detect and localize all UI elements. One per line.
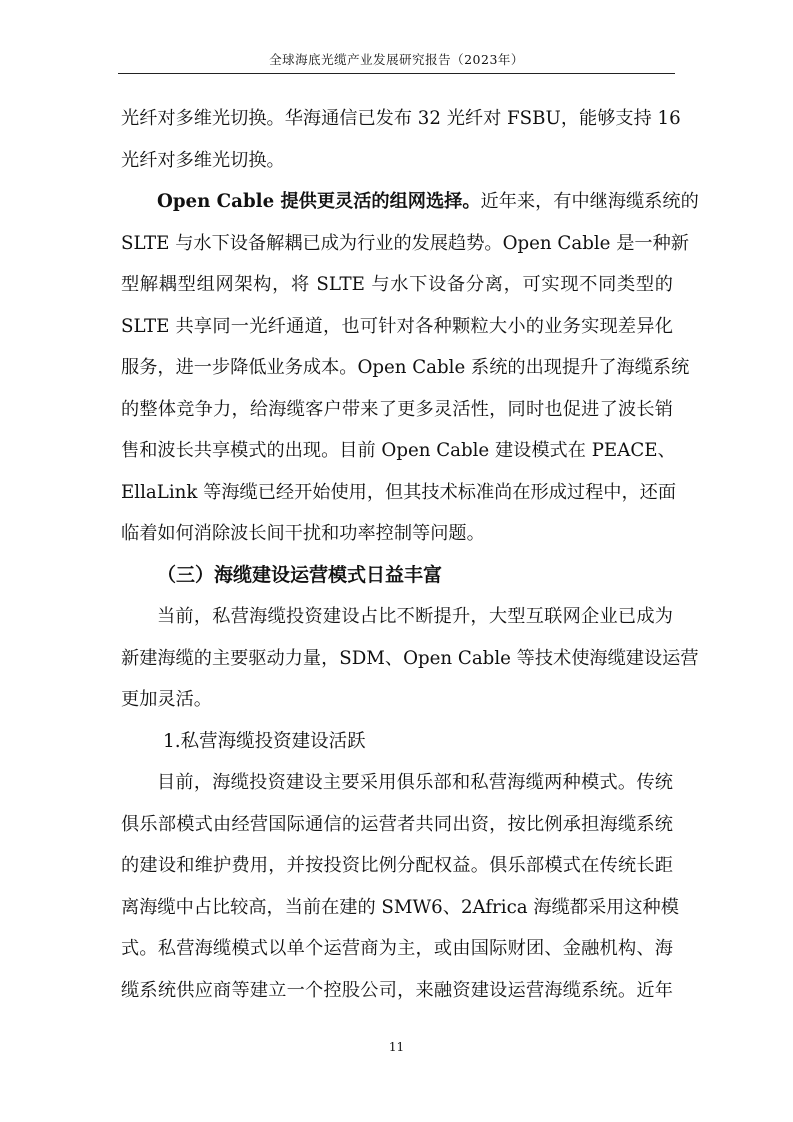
page-number: 11	[388, 1040, 405, 1054]
paragraph-text: 近年来，有中继海缆系统的	[480, 191, 699, 212]
paragraph-line: SLTE 与水下设备解耦已成为行业的发展趋势。Open Cable 是一种新	[121, 232, 689, 254]
paragraph-line: 更加灵活。	[121, 689, 212, 710]
paragraph-line: 缆系统供应商等建立一个控股公司，来融资建设运营海缆系统。近年	[121, 979, 673, 1001]
header-divider	[118, 73, 675, 74]
section-heading: （三）海缆建设运营模式日益丰富	[157, 563, 443, 586]
paragraph-line: 新建海缆的主要驱动力量，SDM、Open Cable 等技术使海缆建设运营	[121, 647, 699, 669]
subsection-heading: 1.私营海缆投资建设活跃	[163, 730, 366, 752]
paragraph-line: 服务，进一步降低业务成本。Open Cable 系统的出现提升了海缆系统	[121, 357, 690, 378]
page-header: 全球海底光缆产业发展研究报告（2023年）	[269, 52, 524, 67]
paragraph-line: 俱乐部模式由经营国际通信的运营者共同出资，按比例承担海缆系统	[121, 813, 673, 835]
paragraph-line: 离海缆中占比较高，当前在建的 SMW6、2Africa 海缆都采用这种模	[121, 896, 679, 918]
paragraph-line: 当前，私营海缆投资建设占比不断提升，大型互联网企业已成为	[157, 606, 673, 627]
paragraph-line: 售和波长共享模式的出现。目前 Open Cable 建设模式在 PEACE、	[121, 440, 676, 461]
paragraph-line: 式。私营海缆模式以单个运营商为主，或由国际财团、金融机构、海	[121, 938, 673, 959]
paragraph-line: 目前，海缆投资建设主要采用俱乐部和私营海缆两种模式。传统	[157, 772, 673, 793]
paragraph-line: 光纤对多维光切换。	[121, 149, 285, 171]
paragraph-line: 型解耦型组网架构，将 SLTE 与水下设备分离，可实现不同类型的	[121, 274, 673, 295]
paragraph-line: SLTE 共享同一光纤通道，也可针对各种颗粒大小的业务实现差异化	[121, 315, 673, 337]
paragraph-line: 的整体竞争力，给海缆客户带来了更多灵活性，同时也促进了波长销	[121, 398, 673, 420]
document-body	[121, 98, 699, 1011]
paragraph-line: 光纤对多维光切换。华海通信已发布 32 光纤对 FSBU，能够支持 16	[121, 108, 681, 129]
paragraph-line: EllaLink 等海缆已经开始使用，但其技术标准尚在形成过程中，还面	[121, 481, 677, 503]
paragraph-line-lead	[121, 181, 699, 223]
paragraph-line: 的建设和维护费用，并按投资比例分配权益。俱乐部模式在传统长距	[121, 855, 673, 876]
bold-lead-text: Open Cable 提供更灵活的组网选择。	[157, 191, 481, 212]
paragraph-line: 临着如何消除波长间干扰和功率控制等问题。	[121, 523, 485, 544]
